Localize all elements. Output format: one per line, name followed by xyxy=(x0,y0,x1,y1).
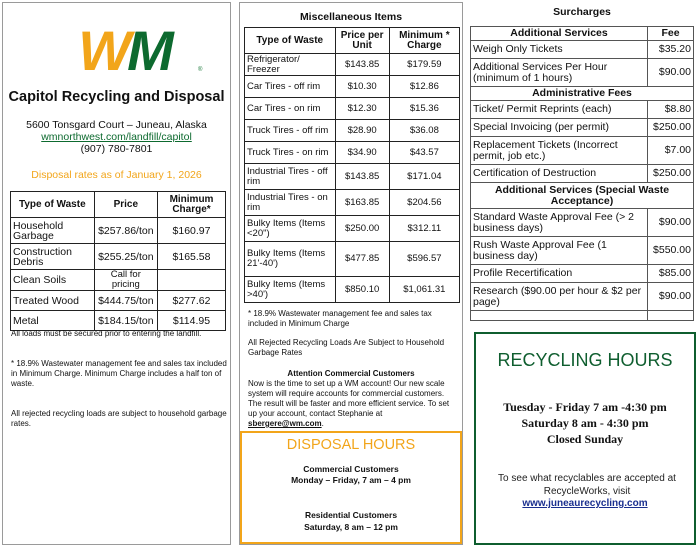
table-row xyxy=(471,311,694,321)
weekday-hours: Tuesday - Friday 7 am -4:30 pm xyxy=(503,400,667,414)
table-row xyxy=(471,209,694,237)
minimum-charge: $596.57 xyxy=(389,242,459,277)
unit-price: $28.90 xyxy=(335,120,389,142)
unit-price: $34.90 xyxy=(335,142,389,164)
item-type: Bulky Items (Items <20") xyxy=(245,216,336,242)
item-type: Bulky Items (Items 21'-40') xyxy=(245,242,336,277)
table-row xyxy=(245,277,460,303)
table-row xyxy=(471,137,694,165)
table-row xyxy=(245,120,460,142)
table-row xyxy=(471,265,694,283)
column-header: Type of Waste xyxy=(11,192,95,218)
secured-loads-note: All loads must be secured prior to entering the landfill. xyxy=(11,329,202,338)
wm-logo xyxy=(39,27,209,75)
table-header-row xyxy=(11,192,226,218)
service-fee: $550.00 xyxy=(648,237,694,265)
service-fee: $8.80 xyxy=(648,101,694,119)
business-name: Capitol Recycling and Disposal xyxy=(8,89,225,105)
item-type: Industrial Tires - on rim xyxy=(245,190,336,216)
table-row xyxy=(471,119,694,137)
minimum-charge: $36.08 xyxy=(389,120,459,142)
registered-mark: ® xyxy=(198,67,203,73)
section-header-row xyxy=(471,87,694,101)
contact-email-link[interactable]: sbergere@wm.com xyxy=(248,419,322,428)
column-header: Type of Waste xyxy=(245,28,336,54)
misc-items-table xyxy=(244,27,460,303)
table-row xyxy=(11,270,226,291)
service-fee: $250.00 xyxy=(648,165,694,183)
disposal-hours-box xyxy=(240,431,462,544)
svg-text:WM xyxy=(78,27,175,75)
column-header: Additional Services xyxy=(471,27,648,41)
unit-price: $163.85 xyxy=(335,190,389,216)
service-fee: $90.00 xyxy=(648,59,694,87)
rates-panel xyxy=(2,2,231,545)
service-name: Additional Services Per Hour (minimum of 1 hours) xyxy=(471,59,648,87)
service-name: Rush Waste Approval Fee (1 business day) xyxy=(471,237,648,265)
residential-label: Residential Customers xyxy=(304,510,398,520)
phone-number: (907) 780-7801 xyxy=(80,143,153,155)
section-header-row xyxy=(471,183,694,209)
service-name: Ticket/ Permit Reprints (each) xyxy=(471,101,648,119)
attention-end: . xyxy=(321,419,324,428)
table-row xyxy=(11,311,226,331)
waste-type: Household Garbage xyxy=(11,218,95,244)
saturday-hours: Saturday 8 am - 4:30 pm xyxy=(521,416,649,430)
unit-price: $12.30 xyxy=(335,98,389,120)
minimum-charge: $204.56 xyxy=(389,190,459,216)
rejected-loads-note: All Rejected Recycling Loads Are Subject to Household Garbage Rates xyxy=(248,338,445,357)
recycling-hours-box xyxy=(474,332,696,545)
table-row xyxy=(245,142,460,164)
minimum-charge: $43.57 xyxy=(389,142,459,164)
recycling-website-link[interactable]: www.juneaurecycling.com xyxy=(522,498,648,509)
address: 5600 Tonsgard Court – Juneau, Alaska xyxy=(26,119,207,131)
item-type: Truck Tires - on rim xyxy=(245,142,336,164)
attention-text: Now is the time to set up a WM account! Our new scale system will require accounts for commercial customers. The result will be faster and more efficient service. To set up your account, contact Stephanie at xyxy=(248,379,450,418)
table-row xyxy=(11,218,226,244)
service-name: Replacement Tickets (Incorrect permit, job etc.) xyxy=(471,137,648,165)
empty-cell xyxy=(471,311,648,321)
service-fee: $90.00 xyxy=(648,209,694,237)
minimum-charge: $165.58 xyxy=(158,244,226,270)
unit-price: $143.85 xyxy=(335,54,389,76)
column-header: Minimum * Charge xyxy=(389,28,459,54)
surcharges-title: Surcharges xyxy=(553,6,611,18)
service-fee: $7.00 xyxy=(648,137,694,165)
service-name: Certification of Destruction xyxy=(471,165,648,183)
minimum-charge xyxy=(158,270,226,291)
service-name: Special Invoicing (per permit) xyxy=(471,119,648,137)
table-row xyxy=(11,291,226,311)
item-type: Car Tires - on rim xyxy=(245,98,336,120)
logo-m: M xyxy=(127,27,170,75)
price: $184.15/ton xyxy=(94,311,157,331)
item-type: Industrial Tires - off rim xyxy=(245,164,336,190)
attention-title: Attention Commercial Customers xyxy=(287,369,415,378)
table-row xyxy=(471,41,694,59)
service-fee: $250.00 xyxy=(648,119,694,137)
table-row xyxy=(245,190,460,216)
table-row xyxy=(245,98,460,120)
fee-footnote: * 18.9% Wastewater management fee and sales tax included in Minimum Charge xyxy=(248,309,432,328)
minimum-charge: $12.86 xyxy=(389,76,459,98)
unit-price: $477.85 xyxy=(335,242,389,277)
service-fee: $85.00 xyxy=(648,265,694,283)
sunday-hours: Closed Sunday xyxy=(546,432,624,446)
minimum-charge: $1,061.31 xyxy=(389,277,459,303)
waste-type: Clean Soils xyxy=(11,270,95,291)
rates-effective-note: Disposal rates as of January 1, 2026 xyxy=(31,169,202,181)
table-row xyxy=(245,54,460,76)
attention-body xyxy=(248,379,458,429)
waste-type: Construction Debris xyxy=(11,244,95,270)
table-header-row xyxy=(245,28,460,54)
waste-type: Treated Wood xyxy=(11,291,95,311)
recycling-info: To see what recyclables are accepted at RecycleWorks, visit xyxy=(498,473,676,497)
price: Call for pricing xyxy=(94,270,157,291)
unit-price: $250.00 xyxy=(335,216,389,242)
item-type: Bulky Items (Items >40') xyxy=(245,277,336,303)
minimum-charge: $312.11 xyxy=(389,216,459,242)
table-row xyxy=(245,216,460,242)
column-header: Price per Unit xyxy=(335,28,389,54)
table-row xyxy=(471,237,694,265)
section-title: Administrative Fees xyxy=(471,87,694,101)
item-type: Refrigerator/ Freezer xyxy=(245,54,336,76)
minimum-charge: $114.95 xyxy=(158,311,226,331)
surcharges-table xyxy=(470,26,694,321)
item-type: Truck Tires - off rim xyxy=(245,120,336,142)
service-fee: $35.20 xyxy=(648,41,694,59)
fee-footnote: * 18.9% Wastewater management fee and sales tax included in Minimum Charge. Minimum Charge includes a half ton of waste. xyxy=(11,359,227,388)
table-row xyxy=(471,101,694,119)
table-row xyxy=(471,283,694,311)
table-row xyxy=(245,242,460,277)
waste-type: Metal xyxy=(11,311,95,331)
service-name: Profile Recertification xyxy=(471,265,648,283)
unit-price: $850.10 xyxy=(335,277,389,303)
unit-price: $10.30 xyxy=(335,76,389,98)
column-header: Minimum Charge* xyxy=(158,192,226,218)
logo-w: W xyxy=(78,27,128,75)
column-header: Fee xyxy=(648,27,694,41)
price: $257.86/ton xyxy=(94,218,157,244)
disposal-hours-title: DISPOSAL HOURS xyxy=(286,437,416,453)
column-header: Price xyxy=(94,192,157,218)
commercial-hours: Monday – Friday, 7 am – 4 pm xyxy=(291,475,411,485)
table-header-row xyxy=(471,27,694,41)
surcharges-panel xyxy=(468,2,696,545)
minimum-charge: $171.04 xyxy=(389,164,459,190)
service-fee: $90.00 xyxy=(648,283,694,311)
item-type: Car Tires - off rim xyxy=(245,76,336,98)
minimum-charge: $160.97 xyxy=(158,218,226,244)
service-name: Standard Waste Approval Fee (> 2 business days) xyxy=(471,209,648,237)
table-row xyxy=(471,59,694,87)
commercial-label: Commercial Customers xyxy=(303,464,399,474)
section-title: Additional Services (Special Waste Acceptance) xyxy=(471,183,694,209)
service-name: Weigh Only Tickets xyxy=(471,41,648,59)
price: $444.75/ton xyxy=(94,291,157,311)
misc-items-panel xyxy=(239,2,463,545)
price: $255.25/ton xyxy=(94,244,157,270)
misc-items-title: Miscellaneous Items xyxy=(299,11,403,23)
rejected-loads-note: All rejected recycling loads are subject to household garbage rates. xyxy=(11,409,227,428)
table-row xyxy=(11,244,226,270)
waste-rates-table xyxy=(10,191,226,331)
unit-price: $143.85 xyxy=(335,164,389,190)
minimum-charge: $179.59 xyxy=(389,54,459,76)
table-row xyxy=(245,76,460,98)
table-row xyxy=(245,164,460,190)
residential-hours: Saturday, 8 am – 12 pm xyxy=(304,522,398,532)
minimum-charge: $15.36 xyxy=(389,98,459,120)
service-name: Research ($90.00 per hour & $2 per page) xyxy=(471,283,648,311)
table-row xyxy=(471,165,694,183)
recycling-hours-title: RECYCLING HOURS xyxy=(497,350,673,370)
website-link[interactable]: wmnorthwest.com/landfill/capitol xyxy=(41,131,192,143)
minimum-charge: $277.62 xyxy=(158,291,226,311)
empty-cell xyxy=(648,311,694,321)
